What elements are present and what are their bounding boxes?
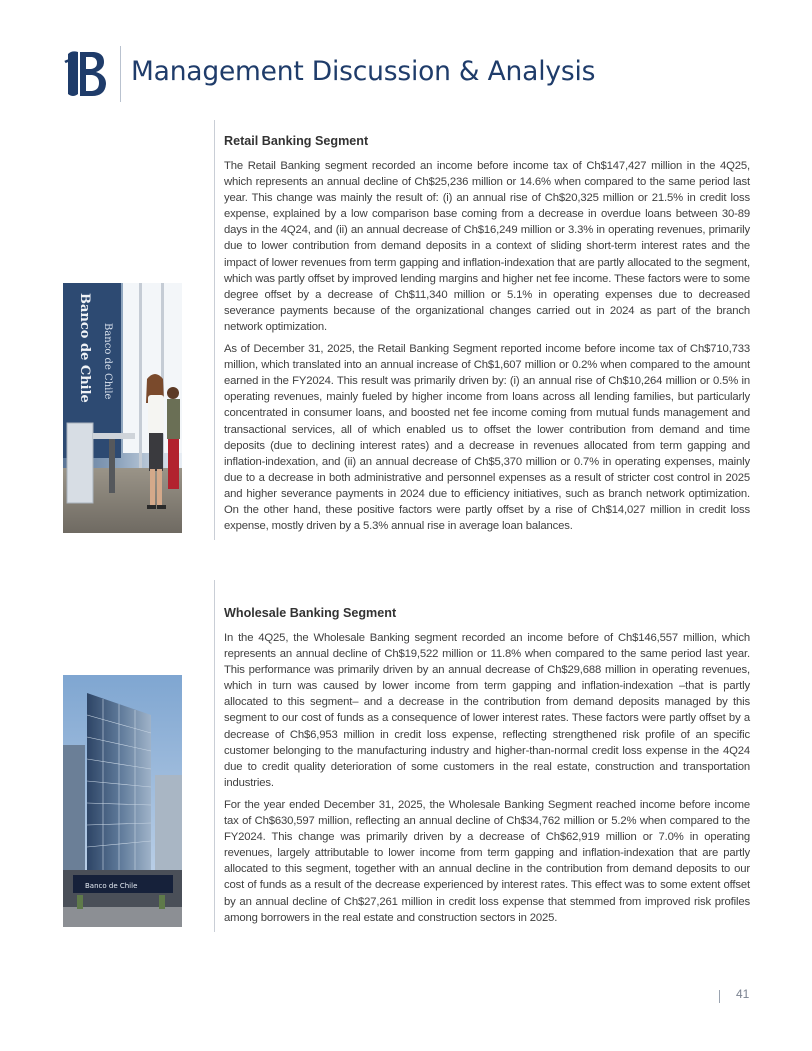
page-number: 41 (736, 987, 750, 1001)
header-divider (120, 46, 121, 102)
footer-divider (719, 990, 720, 1003)
retail-banking-section (224, 133, 750, 540)
svg-text:Banco de Chile: Banco de Chile (77, 293, 92, 403)
column-divider (214, 580, 215, 932)
paragraph: As of December 31, 2025, the Retail Banking Segment reported income before income tax of Ch$710,733 million, which translated into an annual increase of Ch$1,607 million or 0.2% when compared to the amount earned in the FY2024. This result was primarily driven by: (i) an annual rise of Ch$10,264 million or 0.5% in operating revenues, mainly fueled by higher income from loans across all lending families, but particularly concentrated in consumer loans, and boosted net fee income coming from mutual funds management and transactional services, all of which enabled us to offset the lower contribution from demand and time deposits (due to declining interest rates) and a decrease in revenues allocated from term gapping and inflation-indexation, and (ii) an annual decrease of Ch$5,370 million or 0.7% in operating expenses, mainly due to a decrease in both administrative and personnel expenses as a result of stricter cost control in 2025 and higher severance payments in 2024 due to efficiency initiatives, such as branch network optimization. On the other hand, these positive factors were partly offset by a rise of Ch$14,027 million in credit loss expense, mostly driven by a 5.3% annual rise in average loan balances. (224, 343, 750, 533)
paragraph: For the year ended December 31, 2025, the Wholesale Banking Segment reached income before income tax of Ch$630,597 million, reflecting an annual decline of Ch$34,762 million or 5.2% when compared to the FY2024. This change was primarily driven by a decrease of Ch$62,919 million or 7.0% in operating revenues, largely attributable to lower income from term gapping and inflation-indexation that are partly allocated to this segment, together with an annual decline in the contribution from demand deposits to our cost of funds as a result of the decrease experienced by interest rates. This effect was to some extent offset by an annual decline of Ch$27,261 million in credit loss expense that stemmed from improved risk profiles among borrowers in the real estate and construction sectors in 2025. (224, 798, 750, 924)
bank-logo-mark (64, 48, 108, 100)
section-heading: Retail Banking Segment (224, 134, 369, 148)
paragraph: In the 4Q25, the Wholesale Banking segment recorded an income before of Ch$146,557 million, which represents an annual decline of Ch$19,522 million or 11.8% when compared to the same period last year. This performance was primarily driven by an annual decrease of Ch$29,688 million in operating revenues, which in turn was caused by lower income from term gapping and inflation-indexation –that is partly allocated to this segment– and a decrease in the contribution from demand deposits managed by this segment to our cost of funds as a consequence of lower interest rates. These factors were partly offset by a decrease of Ch$6,953 million in credit loss expense, reflecting strengthened risk profile of an specific customer belonging to the manufacturing industry and higher-than-normal credit loss expense in the 4Q24 due to credit quality deterioration of some customers in the real estate, construction and transportation industries. (224, 632, 750, 789)
wholesale-building-photo (63, 675, 182, 927)
column-divider (214, 120, 215, 540)
paragraph: The Retail Banking segment recorded an income before income tax of Ch$147,427 million in the 4Q25, which represents an annual decline of Ch$25,236 million or 14.6% when compared to the same period last year. This change was mainly the result of: (i) an annual rise of Ch$20,325 million or 21.5% in credit loss expense, explained by a low comparison base coming from a decrease in overdue loans between 30-89 days in the 4Q24, and (ii) an annual decrease of Ch$16,249 million or 3.3% in operating revenues, primarily due to lower contribution from demand deposits in a context of sliding short-term interest rates and the impact of lower revenues from term gapping and inflation-indexation that are partly allocated to the segment, which was partly offset by improved lending margins and higher net fee income. These factors were to some degree offset by a decrease of Ch$11,340 million or 5.1% in operating expenses due to decreased severance payments because of the organizational changes carried out in 2024 as part of the branch network optimization. (224, 160, 750, 333)
page-title: Management Discussion & Analysis (131, 56, 596, 87)
svg-text:Banco de Chile: Banco de Chile (85, 882, 138, 890)
wholesale-banking-section (224, 605, 750, 932)
retail-branch-photo (63, 283, 182, 533)
section-heading: Wholesale Banking Segment (224, 606, 397, 620)
svg-text:Banco de Chile: Banco de Chile (102, 323, 113, 400)
bank-logo (64, 48, 108, 100)
